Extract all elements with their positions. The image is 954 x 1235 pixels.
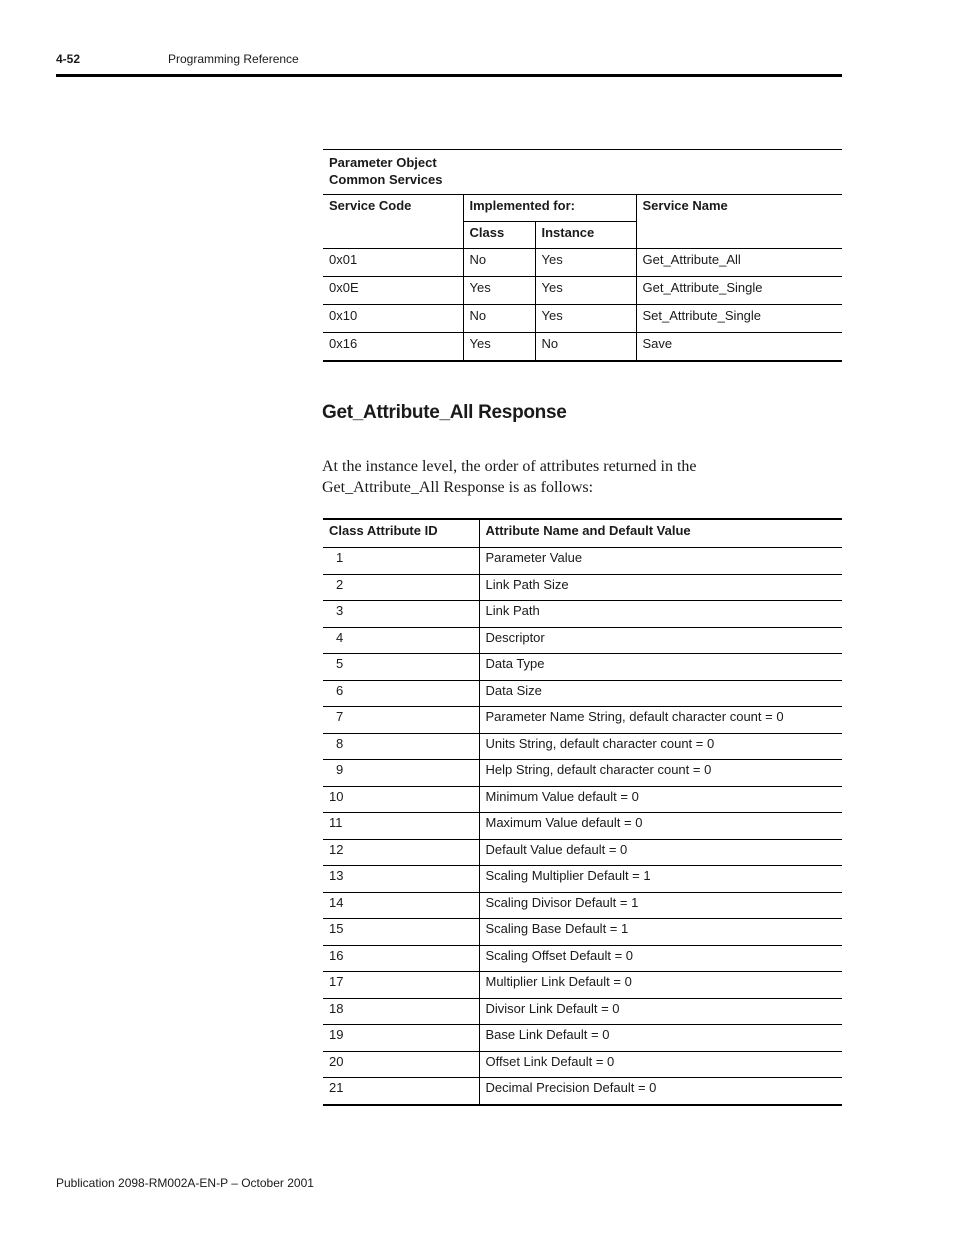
table-row	[323, 548, 842, 575]
table-row	[323, 249, 842, 277]
attribute-name-cell: Descriptor	[479, 627, 842, 654]
column-header-instance: Instance	[535, 222, 636, 249]
attribute-name-cell: Minimum Value default = 0	[479, 786, 842, 813]
class-cell: Yes	[463, 333, 535, 362]
section-heading: Get_Attribute_All Response	[322, 402, 567, 423]
table-row	[323, 919, 842, 946]
column-header-class-attribute-id: Class Attribute ID	[323, 519, 479, 548]
column-header-class: Class	[463, 222, 535, 249]
table-row	[323, 707, 842, 734]
table-row	[323, 866, 842, 893]
attribute-id-cell: 6	[323, 680, 479, 707]
attribute-id-cell: 5	[323, 654, 479, 681]
attribute-name-cell: Maximum Value default = 0	[479, 813, 842, 840]
table-row	[323, 680, 842, 707]
attribute-id-cell: 12	[323, 839, 479, 866]
page-number: 4-52	[56, 52, 81, 66]
attribute-name-cell: Offset Link Default = 0	[479, 1051, 842, 1078]
table-row	[323, 945, 842, 972]
attribute-name-cell: Default Value default = 0	[479, 839, 842, 866]
attribute-name-cell: Parameter Name String, default character count = 0	[479, 707, 842, 734]
table-row	[323, 277, 842, 305]
table-row	[323, 627, 842, 654]
attribute-name-cell: Multiplier Link Default = 0	[479, 972, 842, 999]
table-row	[323, 601, 842, 628]
instance-cell: No	[535, 333, 636, 362]
table-caption	[323, 150, 842, 195]
service-code-cell: 0x01	[323, 249, 463, 277]
attribute-id-cell: 4	[323, 627, 479, 654]
header-rule	[56, 74, 842, 77]
service-name-cell: Save	[636, 333, 842, 362]
attribute-id-cell: 1	[323, 548, 479, 575]
attribute-id-cell: 13	[323, 866, 479, 893]
table-row	[323, 1078, 842, 1105]
service-name-cell: Get_Attribute_All	[636, 249, 842, 277]
instance-cell: Yes	[535, 305, 636, 333]
attribute-name-cell: Scaling Base Default = 1	[479, 919, 842, 946]
attribute-id-cell: 20	[323, 1051, 479, 1078]
attribute-id-cell: 3	[323, 601, 479, 628]
service-name-cell: Get_Attribute_Single	[636, 277, 842, 305]
service-code-cell: 0x16	[329, 336, 358, 351]
class-cell: No	[463, 305, 535, 333]
column-header-service-code: Service Code	[323, 195, 463, 249]
attribute-name-cell: Divisor Link Default = 0	[479, 998, 842, 1025]
attribute-id-cell: 16	[323, 945, 479, 972]
attribute-name-cell: Link Path	[479, 601, 842, 628]
service-code-cell: 0x0E	[323, 277, 463, 305]
table-row	[323, 1051, 842, 1078]
attribute-name-cell: Base Link Default = 0	[479, 1025, 842, 1052]
table-row	[323, 998, 842, 1025]
intro-paragraph: At the instance level, the order of attributes returned in the Get_Attribute_All Response is as follows:	[322, 458, 697, 496]
attribute-name-cell: Data Type	[479, 654, 842, 681]
attribute-name-cell: Scaling Multiplier Default = 1	[479, 866, 842, 893]
class-cell: No	[463, 249, 535, 277]
attribute-name-cell: Parameter Value	[479, 548, 842, 575]
attribute-id-cell: 8	[323, 733, 479, 760]
attribute-id-cell: 14	[323, 892, 479, 919]
attribute-name-cell: Scaling Offset Default = 0	[479, 945, 842, 972]
instance-cell: Yes	[535, 277, 636, 305]
table-row	[323, 574, 842, 601]
table-row	[323, 760, 842, 787]
attribute-name-cell: Help String, default character count = 0	[479, 760, 842, 787]
running-header-title: Programming Reference	[168, 52, 299, 66]
column-header-service-name: Service Name	[636, 195, 842, 249]
attribute-id-cell: 19	[323, 1025, 479, 1052]
common-services-table	[323, 149, 842, 362]
attribute-name-cell: Decimal Precision Default = 0	[479, 1078, 842, 1105]
attribute-name-cell: Link Path Size	[479, 574, 842, 601]
instance-cell: Yes	[535, 249, 636, 277]
table-row	[323, 654, 842, 681]
table-row	[323, 786, 842, 813]
table-row	[323, 839, 842, 866]
attribute-name-cell: Data Size	[479, 680, 842, 707]
attribute-name-cell: Scaling Divisor Default = 1	[479, 892, 842, 919]
attribute-id-cell: 21	[329, 1080, 344, 1095]
attribute-id-cell: 10	[323, 786, 479, 813]
column-header-implemented-for: Implemented for:	[463, 195, 636, 222]
table-row	[323, 333, 842, 362]
attribute-id-cell: 11	[323, 813, 479, 840]
table-row	[323, 733, 842, 760]
table-row	[323, 892, 842, 919]
caption-line-2: Common Services	[329, 172, 443, 187]
attribute-id-cell: 7	[323, 707, 479, 734]
service-code-cell: 0x10	[323, 305, 463, 333]
attribute-id-cell: 9	[323, 760, 479, 787]
attribute-id-cell: 18	[323, 998, 479, 1025]
service-name-cell: Set_Attribute_Single	[636, 305, 842, 333]
publication-footer: Publication 2098-RM002A-EN-P – October 2001	[56, 1176, 314, 1190]
attribute-id-cell: 17	[323, 972, 479, 999]
table-row	[323, 305, 842, 333]
caption-line-1: Parameter Object	[329, 155, 437, 170]
attributes-table	[323, 518, 842, 1106]
class-cell: Yes	[463, 277, 535, 305]
table-row	[323, 1025, 842, 1052]
attribute-name-cell: Units String, default character count = 0	[479, 733, 842, 760]
column-header-attribute-name: Attribute Name and Default Value	[479, 519, 842, 548]
attribute-id-cell: 15	[323, 919, 479, 946]
table-row	[323, 972, 842, 999]
table-row	[323, 813, 842, 840]
attribute-id-cell: 2	[323, 574, 479, 601]
